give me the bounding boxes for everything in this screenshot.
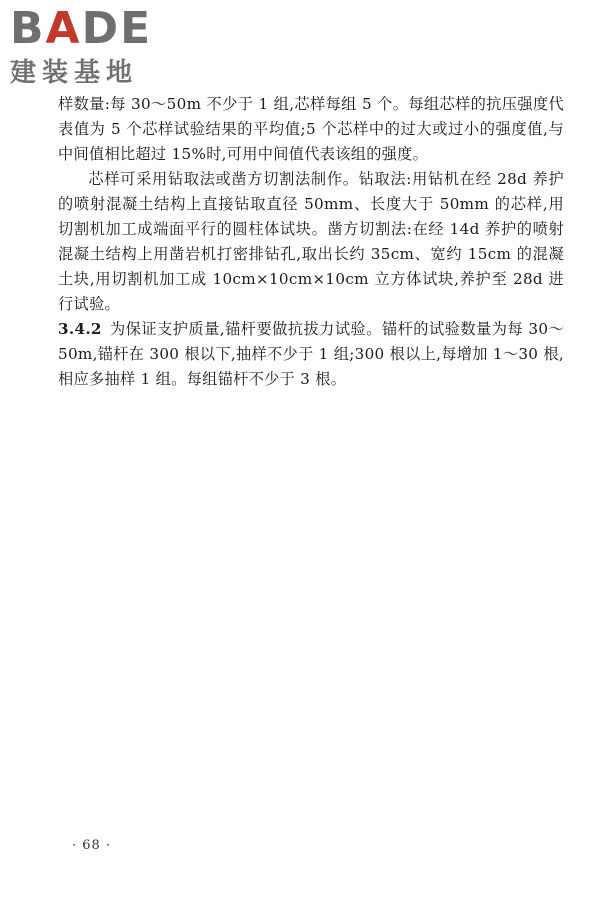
page-body <box>58 92 564 392</box>
clause-text: 为保证支护质量,锚杆要做抗拔力试验。锚杆的试验数量为每 30～50m,锚杆在 300 根以下,抽样不少于 1 组;300 根以上,每增加 1～30 根,相应多抽样 1 组。每组锚杆不少于 3 根。 <box>58 320 564 388</box>
logo-subtitle: 建装基地 <box>10 58 139 88</box>
logo-letters-de: DE <box>81 3 153 54</box>
logo-letter-a-accent: A <box>45 3 82 54</box>
paragraph-core-sample-count: 样数量:每 30～50m 不少于 1 组,芯样每组 5 个。每组芯样的抗压强度代表值为 5 个芯样试验结果的平均值;5 个芯样中的过大或过小的强度值,与中间值相比超过 15%时,可用中间值代表该组的强度。 <box>58 95 564 163</box>
clause-number: 3.4.2 <box>58 320 102 338</box>
logo-letter-b: B <box>10 3 46 54</box>
logo <box>10 4 180 90</box>
logo-wordmark <box>10 4 152 54</box>
clause-3-4-2 <box>58 317 564 392</box>
paragraph-core-sample-method: 芯样可采用钻取法或凿方切割法制作。钻取法:用钻机在经 28d 养护的喷射混凝土结构上直接钻取直径 50mm、长度大于 50mm 的芯样,用切割机加工成端面平行的圆柱体试块。凿方切割法:在经 14d 养护的喷射混凝土结构上用凿岩机打密排钻孔,取出长约 35cm、宽约 15cm 的混凝土块,用切割机加工成 10cm×10cm×10cm 立方体试块,养护至 28d 进行试验。 <box>58 170 564 313</box>
page-number: · 68 · <box>72 838 112 853</box>
